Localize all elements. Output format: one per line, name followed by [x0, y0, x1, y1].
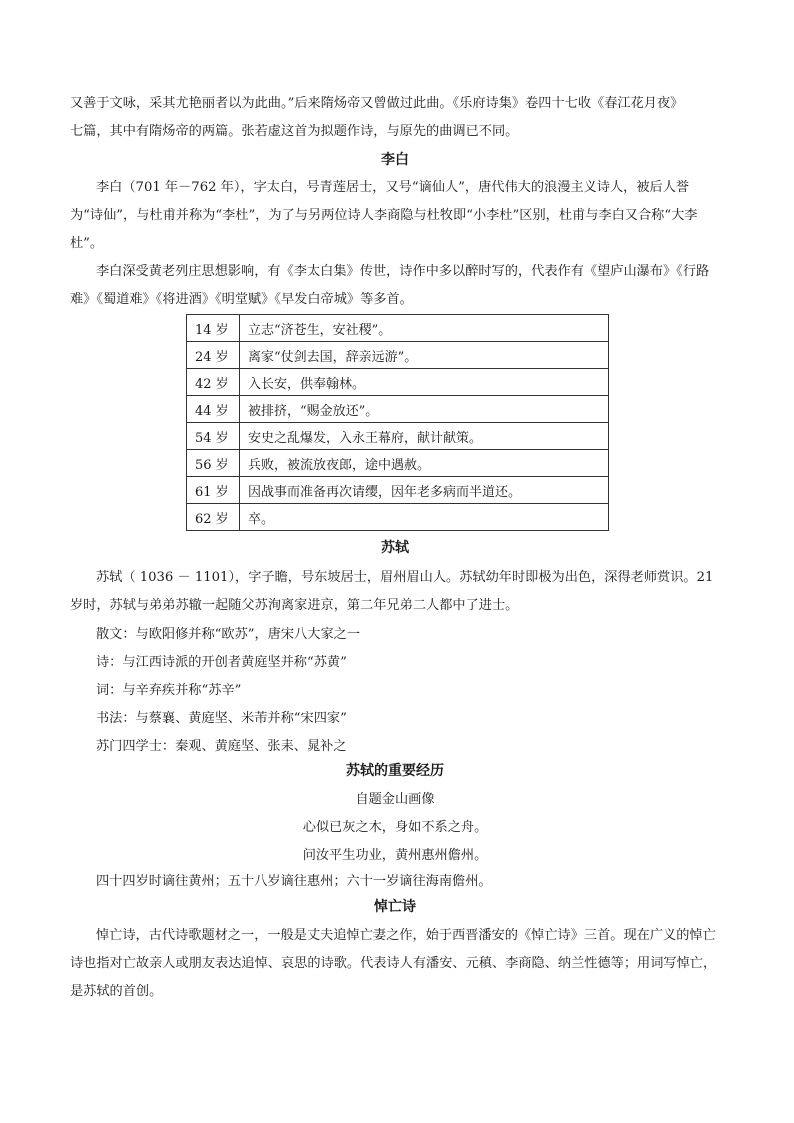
sushi-item: 书法：与蔡襄、黄庭坚、米芾并称“宋四家”: [96, 711, 347, 726]
event-cell: 被排挤，“赐金放还”。: [240, 396, 609, 423]
poem-line-2: 问汝平生功业，黄州惠州儋州。: [302, 848, 488, 863]
libai-timeline-table: [186, 314, 609, 531]
table-row: [187, 423, 609, 450]
age-cell: 61 岁: [187, 477, 240, 504]
sushi-paragraph-1: 苏轼（ 1036 － 1101），字子瞻，号东坡居士，眉州眉山人。苏轼幼年时即极为出色，深得老师赏识。21 岁时，苏轼与弟弟苏辙一起随父苏洵离家进京，第二年兄弟二人都中了进士。: [70, 570, 714, 613]
daowang-paragraph-1: 悼亡诗，古代诗歌题材之一，一般是丈夫追悼亡妻之作，始于西晋潘安的《悼亡诗》三首。现在广义的悼亡诗也指对亡故亲人或朋友表达追悼、哀思的诗歌。代表诗人有潘安、元稹、李商隐、纳兰性德等；用词写悼亡，是苏轼的首创。: [70, 928, 717, 999]
section-heading-libai: 李白: [381, 152, 409, 168]
sushi-item: 诗：与江西诗派的开创者黄庭坚并称“苏黄”: [96, 655, 347, 670]
table-row: [187, 477, 609, 504]
section-heading-sushi: 苏轼: [381, 540, 409, 556]
table-row: [187, 396, 609, 423]
table-row: [187, 342, 609, 369]
event-cell: 卒。: [240, 504, 609, 531]
age-cell: 56 岁: [187, 450, 240, 477]
event-cell: 入长安，供奉翰林。: [240, 369, 609, 396]
event-cell: 立志“济苍生，安社稷”。: [240, 315, 609, 342]
poem-line-1: 心似已灰之木，身如不系之舟。: [302, 820, 488, 835]
event-cell: 离家“仗剑去国，辞亲远游”。: [240, 342, 609, 369]
table-row: [187, 504, 609, 531]
age-cell: 44 岁: [187, 396, 240, 423]
event-cell: 兵败，被流放夜郎，途中遇赦。: [240, 450, 609, 477]
age-cell: 62 岁: [187, 504, 240, 531]
sushi-item: 词：与辛弃疾并称“苏辛”: [96, 683, 242, 698]
age-cell: 42 岁: [187, 369, 240, 396]
section-heading-sushi-experience: 苏轼的重要经历: [346, 763, 444, 779]
intro-line-2: 七篇，其中有隋炀帝的两篇。张若虚这首为拟题作诗，与原先的曲调已不同。: [70, 124, 519, 139]
section-heading-daowang: 悼亡诗: [374, 899, 416, 915]
table-row: [187, 450, 609, 477]
table-row: [187, 315, 609, 342]
age-cell: 54 岁: [187, 423, 240, 450]
sushi-item: 苏门四学士：秦观、黄庭坚、张耒、晁补之: [96, 739, 347, 754]
age-cell: 24 岁: [187, 342, 240, 369]
age-cell: 14 岁: [187, 315, 240, 342]
poem-title: 自题金山画像: [355, 792, 435, 807]
libai-paragraph-2: 李白深受黄老列庄思想影响，有《李太白集》传世，诗作中多以醉时写的，代表作有《望庐山瀑布》《行路难》《蜀道难》《将进酒》《明堂赋》《早发白帝城》等多首。: [70, 264, 710, 307]
sushi-experience-text: 四十四岁时谪往黄州；五十八岁谪往惠州；六十一岁谪往海南儋州。: [96, 874, 492, 889]
event-cell: 因战事而准备再次请缨，因年老多病而半道还。: [240, 477, 609, 504]
libai-paragraph-1: 李白（701 年－762 年），字太白，号青莲居士，又号“谪仙人”，唐代伟大的浪漫主义诗人，被后人誉为“诗仙”，与杜甫并称为“李杜”，为了与另两位诗人李商隐与杜牧即“小李杜”区别，杜甫与李白又合称“大李杜”。: [70, 180, 698, 251]
event-cell: 安史之乱爆发，入永王幕府，献计献策。: [240, 423, 609, 450]
sushi-item: 散文：与欧阳修并称“欧苏”，唐宋八大家之一: [96, 627, 361, 642]
table-row: [187, 369, 609, 396]
intro-line-1: 又善于文咏，采其尤艳丽者以为此曲。”后来隋炀帝又曾做过此曲。《乐府诗集》卷四十七收《春江花月夜》: [70, 96, 684, 111]
